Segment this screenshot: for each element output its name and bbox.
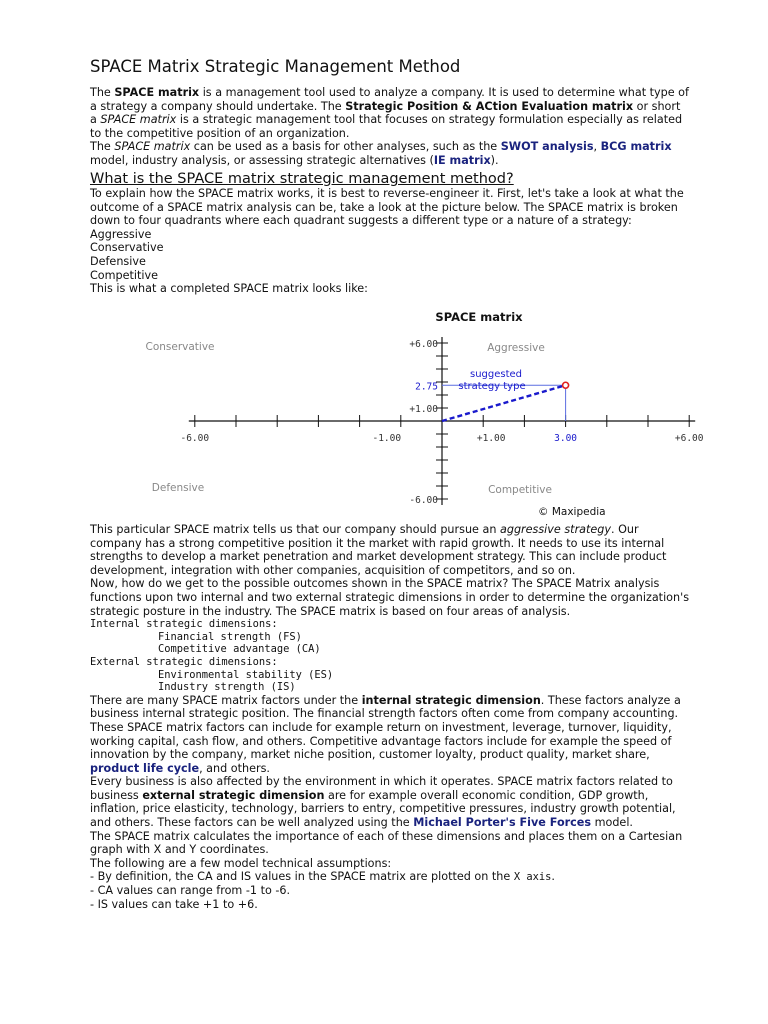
x-tick-label: 3.00 [554,433,578,444]
internal-dimensions-label: Internal strategic dimensions: [90,618,278,631]
text-run: There are many SPACE matrix factors under the [90,693,362,707]
dimension-competitive-advantage: Competitive advantage (CA) [158,643,321,656]
point-annotation-line2: strategy type [458,381,526,392]
term-space-matrix-italic: SPACE matrix [114,140,191,154]
dimension-industry-strength: Industry strength (IS) [158,681,296,694]
text-run: are for example overall economic condition, GDP growth, inflation, price elasticity, technology, barriers to entry, competitive pressures, industry growth potential, and others. These factors can be well analyzed using the [90,788,676,830]
text-run: can be used as a basis for other analyses, such as the [190,140,501,154]
link-bcg-matrix[interactable]: BCG matrix [600,140,672,154]
aggressive-strategy-paragraph [90,523,690,577]
calc-paragraph: The SPACE matrix calculates the importance of each of these dimensions and places them on a Cartesian graph with X and Y coordinates. [90,829,683,857]
text-run: - By definition, the CA and IS values in the SPACE matrix are plotted on the [90,870,514,884]
point-annotation-line1: suggested [469,369,523,380]
text-run: The [90,140,115,154]
term-x-axis: X axis [513,871,552,884]
internal-dimension-paragraph [90,694,690,776]
term-internal-dimension: internal strategic dimension [361,693,541,707]
quadrant-list-item: Conservative [90,241,164,255]
link-product-life-cycle[interactable]: product life cycle [90,761,200,775]
quadrant-label-defensive: Defensive [151,482,205,494]
y-tick-label: -6.00 [409,495,438,506]
quadrant-list-item: Defensive [90,254,146,268]
chart-title: SPACE matrix [435,310,523,324]
quadrant-label-conservative: Conservative [145,341,215,353]
intro-paragraph-1 [90,86,690,140]
dimension-financial-strength: Financial strength (FS) [158,630,302,643]
term-full-name: Strategic Position & ACtion Evaluation matrix [345,99,634,113]
term-external-dimension: external strategic dimension [142,788,325,802]
y-tick-label: +6.00 [409,339,438,350]
quadrant-list [90,228,690,282]
space-matrix-chart [120,304,704,520]
text-run: This particular SPACE matrix tells us that our company should pursue an [90,523,500,536]
quadrant-label-aggressive: Aggressive [487,342,545,354]
dimensions-list [90,618,690,694]
assumption-1 [90,870,690,884]
intro-paragraph-2 [90,140,690,167]
external-dimensions-label: External strategic dimensions: [90,655,278,668]
term-space-matrix-italic: SPACE matrix [100,113,177,127]
chart-credit: © Maxipedia [538,506,606,518]
text-run: . [551,870,555,884]
text-run: , and others. [199,761,270,775]
text-run: model. [591,816,633,830]
text-run: ). [490,153,499,167]
text-run: Every business is also affected by the environment in which it operates. SPACE matrix factors related to business [90,775,673,802]
external-dimension-paragraph [90,775,690,829]
assumptions-label: The following are a few model technical assumptions: [90,856,392,870]
completed-matrix-label: This is what a completed SPACE matrix looks like: [90,282,368,296]
section-heading: What is the SPACE matrix strategic management method? [90,171,514,187]
text-run: . These factors analyze a business internal strategic position. The financial strength factors often come from company accounting. These SPACE matrix factors can include for example return on investment, leverage, turnover, liquidity, working capital, cash flow, and others. Competitive advantage factors include for example the speed of innovation by the company, market niche position, customer loyalty, product quality, market share, [90,693,681,762]
y-tick-label: +1.00 [409,404,438,415]
intro-section [90,86,690,168]
how-paragraph: Now, how do we get to the possible outcomes shown in the SPACE matrix? The SPACE Matrix analysis functions upon two internal and two external strategic dimensions in order to determine the organization's strategic posture in the industry. The SPACE matrix is based on four areas of analysis. [90,577,690,618]
assumption-2: - CA values can range from -1 to -6. [90,884,291,898]
x-tick-label: +6.00 [674,433,704,444]
text-run: . Our company has a strong competitive position it the market with rapid growth. It needs to use its internal strengths to develop a market penetration and market development strategy. This can include product development, integration with other companies, acquisition of competitors, and so on. [90,523,667,577]
text-run: , [593,140,601,154]
quadrant-list-item: Aggressive [90,227,152,241]
quadrant-list-item: Competitive [90,268,159,282]
what-is-section [90,171,690,296]
term-space-matrix: SPACE matrix [114,86,200,99]
text-run: model, industry analysis, or assessing strategic alternatives ( [90,153,434,167]
dimension-environmental-stability: Environmental stability (ES) [158,668,334,681]
x-tick-label: +1.00 [476,433,506,444]
text-run: is a strategic management tool that focuses on strategy formulation especially as related to the competitive position of an organization. [90,113,683,140]
link-porters-five-forces[interactable]: Michael Porter's Five Forces [413,816,592,830]
explain-paragraph: To explain how the SPACE matrix works, it is best to reverse-engineer it. First, let's take a look at what the outcome of a SPACE matrix analysis can be, take a look at the picture below. The SPACE matrix is broken down to four quadrants where each quadrant suggests a different type or a nature of a strategy: [90,187,684,228]
text-run: or short a [90,99,681,127]
x-tick-label: -6.00 [180,433,210,444]
text-run: The [90,86,115,99]
after-chart-section [90,523,690,911]
y-tick-label: 2.75 [415,381,438,393]
quadrant-label-competitive: Competitive [488,484,552,496]
link-ie-matrix[interactable]: IE matrix [433,153,491,167]
x-tick-label: -1.00 [372,433,402,444]
assumption-3: - IS values can take +1 to +6. [90,897,258,911]
text-run: is a management tool used to analyze a company. It is used to determine what type of a strategy a company should undertake. The [90,86,689,113]
link-swot-analysis[interactable]: SWOT analysis [500,140,594,154]
page-title: SPACE Matrix Strategic Management Method [90,57,461,76]
strategy-point [563,382,569,388]
term-aggressive-strategy: aggressive strategy [499,523,612,536]
